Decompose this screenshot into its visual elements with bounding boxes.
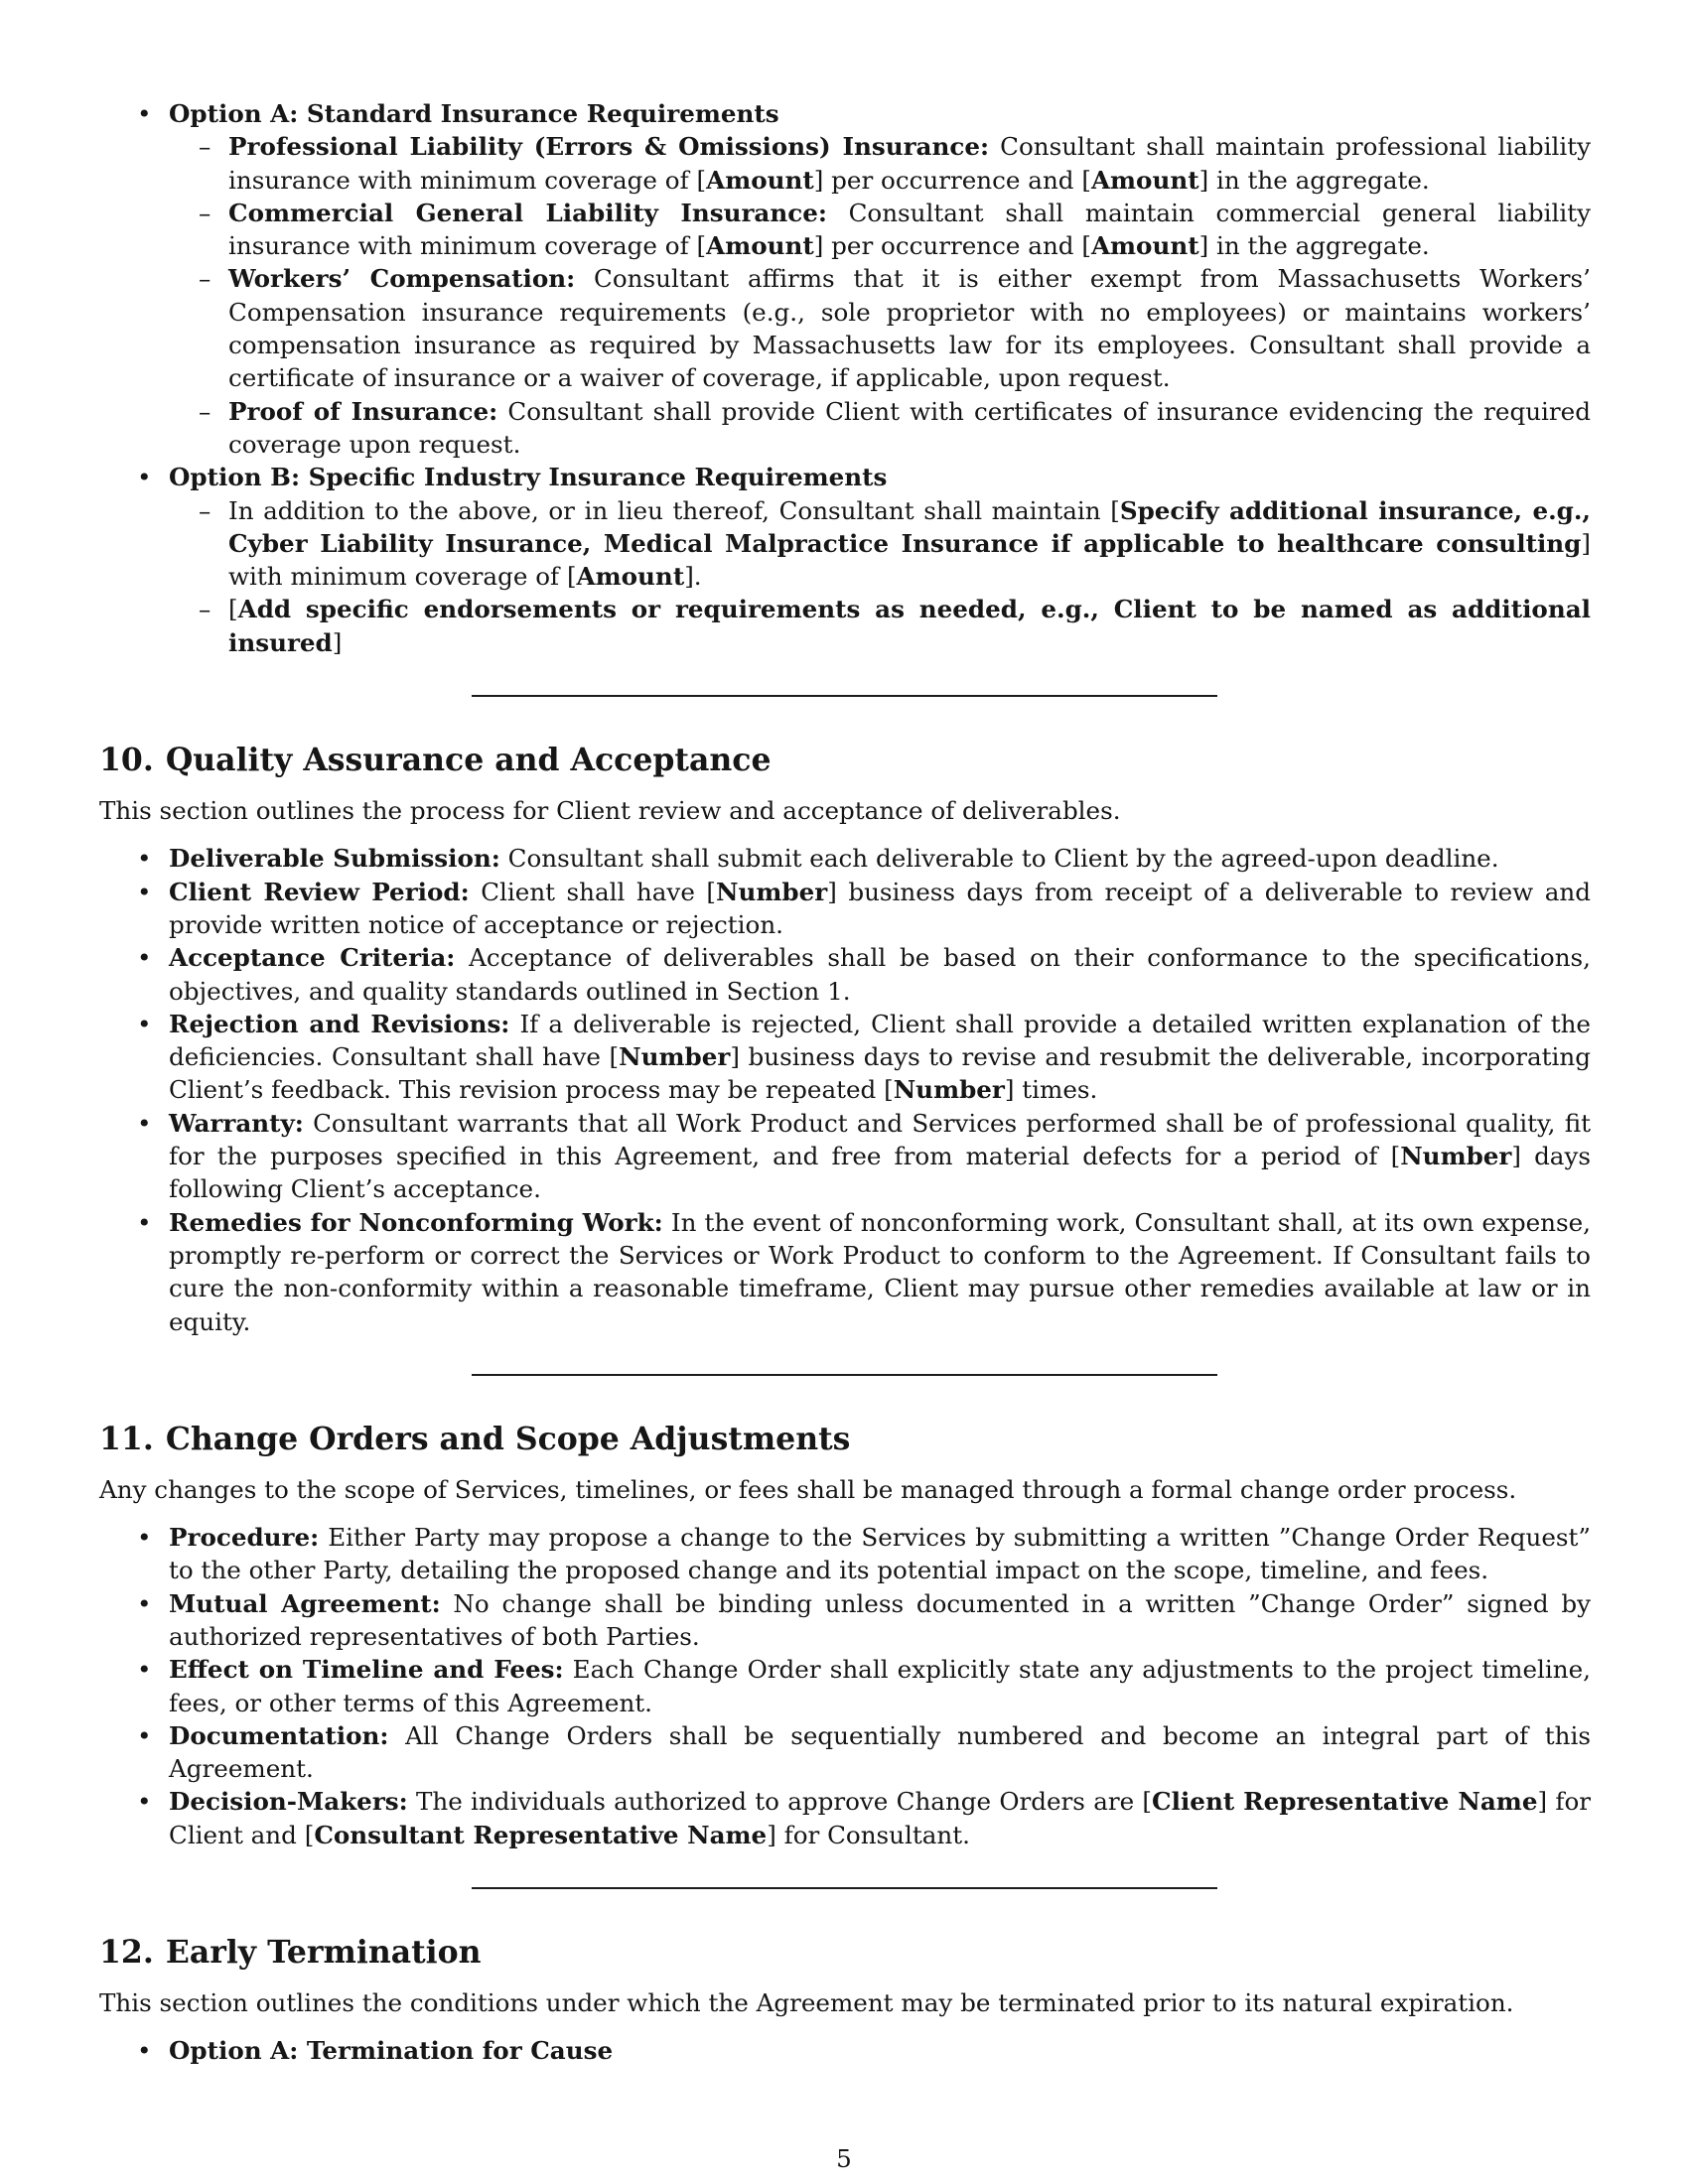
section-intro: Any changes to the scope of Services, timelines, or fees shall be managed through a formal change order process.: [99, 1474, 1517, 1504]
list-item: – Professional Liability (Errors & Omissions) Insurance: Consultant shall maintain professional liability insurance with minimum coverage of [Amount] per occurrence and [Amount] in the aggregate.: [99, 130, 1591, 197]
list-item: – Proof of Insurance: Consultant shall provide Client with certificates of insurance evidencing the required coverage upon request.: [99, 395, 1591, 462]
section-divider: [472, 1887, 1217, 1889]
list-item: • Client Review Period: Client shall have [Number] business days from receipt of a deliverable to review and provide written notice of acceptance or rejection.: [99, 876, 1591, 942]
option-b-title: Option B: Specific Industry Insurance Requirements: [169, 463, 888, 492]
section-divider: [472, 695, 1217, 697]
list-item: • Effect on Timeline and Fees: Each Change Order shall explicitly state any adjustments to the project timeline, fees, or other terms of this Agreement.: [99, 1653, 1591, 1719]
section-intro: This section outlines the process for Client review and acceptance of deliverables.: [99, 796, 1121, 826]
section-divider: [472, 1374, 1217, 1376]
change-orders-list: [99, 1521, 1591, 1851]
list-item: – [Add specific endorsements or requirements as needed, e.g., Client to be named as additional insured]: [99, 593, 1591, 659]
document-page: [99, 97, 1591, 2068]
list-item: • Rejection and Revisions: If a deliverable is rejected, Client shall provide a detailed written explanation of the deficiencies. Consultant shall have [Number] business days to revise and resubmit the deliverable, incorporating Client’s feedback. This revision process may be repeated [Number] times.: [99, 1008, 1591, 1107]
option-a-title: Option A: Standard Insurance Requirements: [169, 99, 779, 128]
qa-list: [99, 842, 1591, 1337]
option-a-sublist: [169, 130, 1591, 461]
list-item: • Procedure: Either Party may propose a change to the Services by submitting a written ”Change Order Request” to the other Party, detailing the proposed change and its potential impact on the scope, timeline, and fees.: [99, 1521, 1591, 1587]
list-item: – Commercial General Liability Insurance: Consultant shall maintain commercial general liability insurance with minimum coverage of [Amount] per occurrence and [Amount] in the aggregate.: [99, 197, 1591, 263]
list-item: [99, 97, 1591, 461]
list-item: [99, 461, 1591, 659]
list-item: [99, 2034, 1591, 2067]
section-heading: 11. Change Orders and Scope Adjustments: [99, 1420, 851, 1457]
option-a-title: Option A: Termination for Cause: [169, 2036, 614, 2066]
section-heading: 10. Quality Assurance and Acceptance: [99, 742, 772, 779]
insurance-options-list: [99, 97, 1591, 659]
page-number: 5: [836, 2144, 852, 2173]
termination-list: [99, 2034, 1591, 2067]
list-item: • Warranty: Consultant warrants that all Work Product and Services performed shall be of professional quality, fit for the purposes specified in this Agreement, and free from material defects for a period of [Number] days following Client’s acceptance.: [99, 1107, 1591, 1206]
section-intro: This section outlines the conditions under which the Agreement may be terminated prior to its natural expiration.: [99, 1988, 1514, 2018]
section-heading: 12. Early Termination: [99, 1934, 482, 1972]
list-item: • Mutual Agreement: No change shall be binding unless documented in a written ”Change Order” signed by authorized representatives of both Parties.: [99, 1587, 1591, 1654]
list-item: – In addition to the above, or in lieu thereof, Consultant shall maintain [Specify additional insurance, e.g., Cyber Liability Insurance, Medical Malpractice Insurance if applicable to healthcare consulting] with minimum coverage of [Amount].: [99, 494, 1591, 594]
option-b-sublist: [169, 494, 1591, 659]
list-item: • Acceptance Criteria: Acceptance of deliverables shall be based on their conformance to the specifications, objectives, and quality standards outlined in Section 1.: [99, 941, 1591, 1008]
list-item: – Workers’ Compensation: Consultant affirms that it is either exempt from Massachusetts Workers’ Compensation insurance requirements (e.g., sole proprietor with no employees) or maintains workers’ compensation insurance as required by Massachusetts law for its employees. Consultant shall provide a certificate of insurance or a waiver of coverage, if applicable, upon request.: [99, 262, 1591, 394]
list-item: • Deliverable Submission: Consultant shall submit each deliverable to Client by the agreed-upon deadline.: [99, 842, 1591, 875]
list-item: • Documentation: All Change Orders shall be sequentially numbered and become an integral part of this Agreement.: [99, 1719, 1591, 1786]
list-item: • Decision-Makers: The individuals authorized to approve Change Orders are [Client Representative Name] for Client and [Consultant Representative Name] for Consultant.: [99, 1785, 1591, 1851]
list-item: • Remedies for Nonconforming Work: In the event of nonconforming work, Consultant shall, at its own expense, promptly re-perform or correct the Services or Work Product to conform to the Agreement. If Consultant fails to cure the non-conformity within a reasonable timeframe, Client may pursue other remedies available at law or in equity.: [99, 1206, 1591, 1338]
